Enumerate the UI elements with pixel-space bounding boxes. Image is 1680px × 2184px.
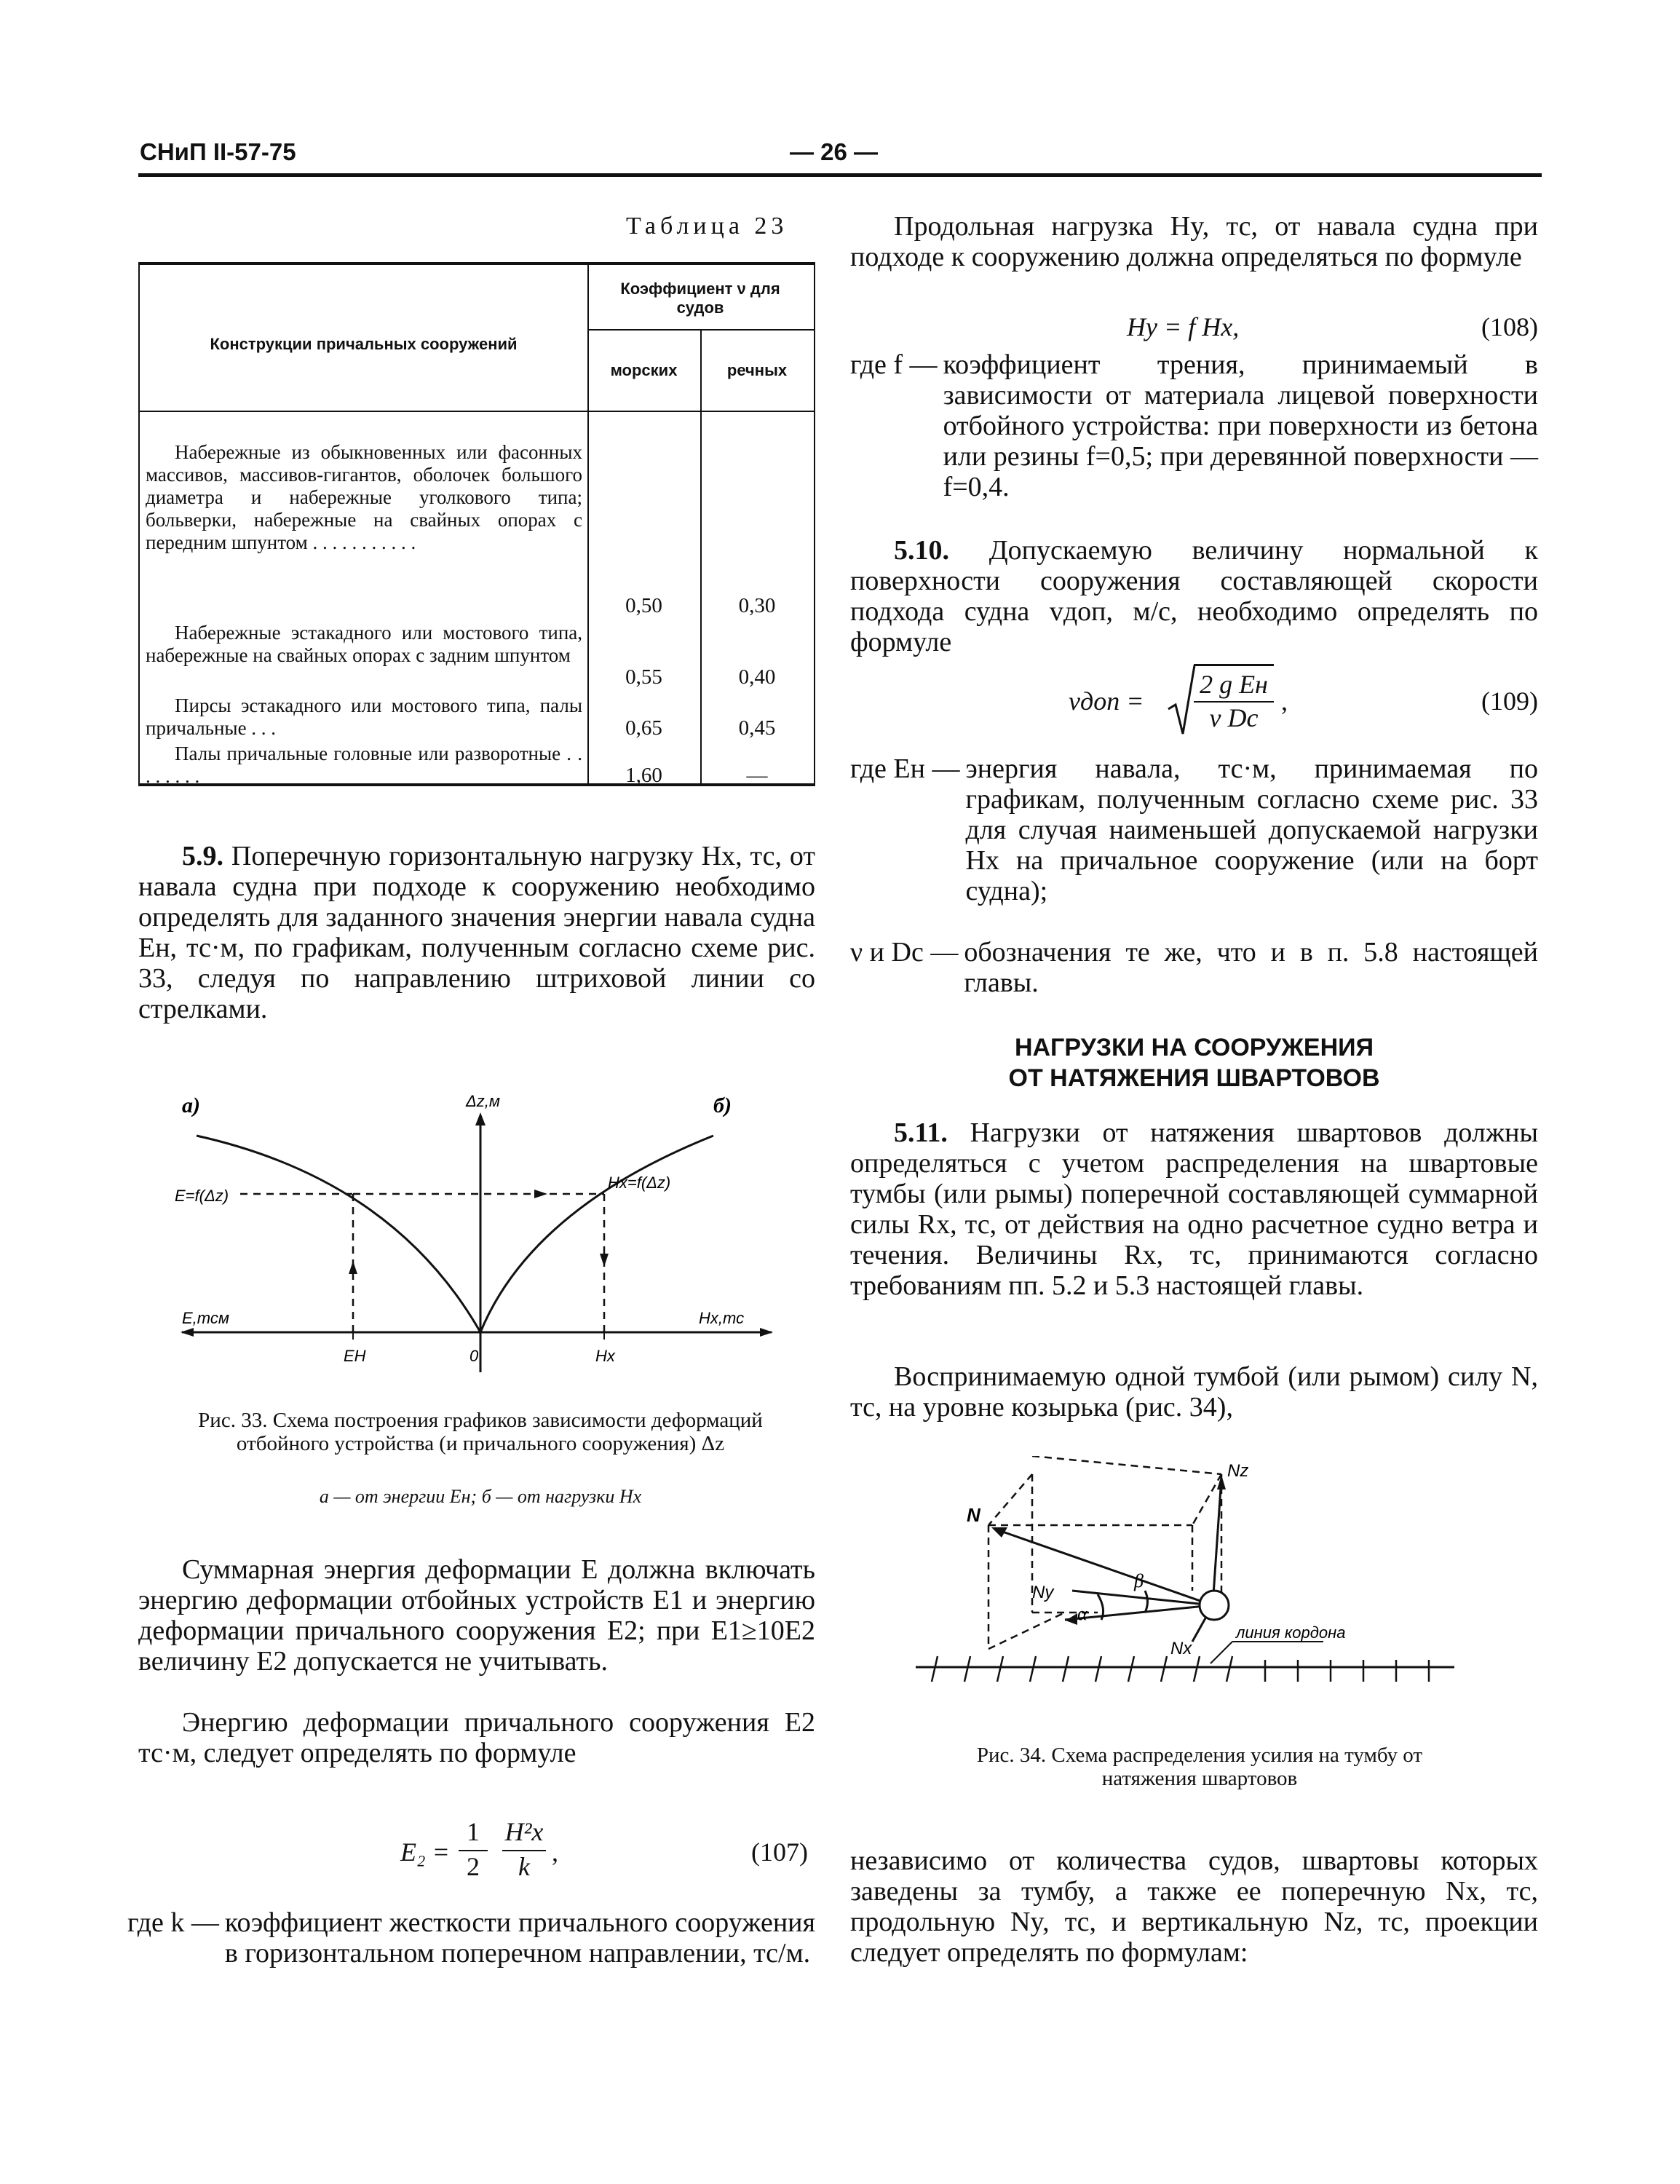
- where-f: [850, 349, 1538, 502]
- paragraph-projections: независимо от количества судов, швартовы которых заведены за тумбу, а также ее поперечную Nx, тс, продольную Ny, тс, и вертикальную Nz, тс, проекции следует определять по формулам:: [850, 1845, 1538, 1968]
- fig33-label-b: б): [713, 1093, 732, 1117]
- f107-tail: ,: [552, 1837, 558, 1867]
- where-f-text: коэффициент трения, принимаемый в зависимости от материала лицевой поверхности отбойного устройства: при поверхности из бетона или резины f=0,5; при деревянной поверхности — f=0,4.: [943, 349, 1538, 502]
- where-eh: [850, 753, 1538, 906]
- table-row-2-river: 0,40: [738, 665, 776, 689]
- paragraph-5-10-text: Допускаемую величину нормальной к поверхности сооружения составляющей скорости подхода судна vдоп, м/с, необходимо определять по формуле: [850, 535, 1538, 657]
- paragraph-tumb: Воспринимаемую одной тумбой (или рымом) силу N, тс, на уровне козырька (рис. 34),: [850, 1361, 1538, 1423]
- where-v: [850, 937, 1538, 998]
- where-k: [127, 1907, 815, 1969]
- fig33-axis-left: E,тсм: [182, 1309, 229, 1327]
- fig34-caption: Рис. 34. Схема распределения усилия на тумбу от натяжения швартовов: [976, 1744, 1423, 1790]
- paragraph-energy: Суммарная энергия деформации E должна включать энергию деформации отбойных устройств E1 и энергию деформации причального сооружения E2; при E1≥10E2 величину E2 допускается не учитывать.: [138, 1554, 815, 1677]
- section-heading-line-2: ОТ НАТЯЖЕНИЯ ШВАРТОВОВ: [1008, 1064, 1380, 1092]
- table-row-4-name: Палы причальные головные или разворотные . . . . . . . .: [146, 743, 582, 787]
- table-row-4-sea: 1,60: [625, 764, 662, 787]
- where-v-text: обозначения те же, что и в п. 5.8 настоящей главы.: [964, 937, 1538, 998]
- f109-num: 2 g Eн: [1200, 670, 1268, 699]
- table-row-2-name: Набережные эстакадного или мостового типа, набережные на свайных опорах с задним шпунтом: [146, 622, 582, 666]
- fig33-tick-eh: EH: [344, 1347, 366, 1365]
- paragraph-5-11-number: 5.11.: [894, 1117, 948, 1148]
- f109-tail: ,: [1281, 687, 1288, 716]
- page-number: — 26 —: [790, 138, 879, 165]
- table-row-1-sea: 0,50: [625, 594, 662, 617]
- f109-number: (109): [1481, 687, 1538, 716]
- table-row-3-river: 0,45: [738, 716, 776, 740]
- f108-number: (108): [1481, 312, 1538, 341]
- table-col-river: речных: [726, 361, 788, 379]
- f107-frac1-den: 2: [467, 1852, 480, 1881]
- paragraph-longitudinal: Продольная нагрузка Hy, тс, от навала судна при подходе к сооружению должна определяться по формуле: [850, 211, 1538, 272]
- fig34-label-beta: β: [1134, 1570, 1144, 1591]
- paragraph-5-9-text: Поперечную горизонтальную нагрузку Hx, тс, от навала судна при подходе к сооружению необходимо определять для заданного значения энергии навала судна Eн, тс·м, по графикам, полученным согласно схеме рис. 33, следуя по направлению штриховой линии со стрелками.: [138, 841, 815, 1024]
- fig34-label-ny: Ny: [1032, 1583, 1054, 1602]
- paragraph-5-9: [138, 841, 815, 1024]
- paragraph-5-11: [850, 1117, 1538, 1301]
- doc-code: СНиП II-57-75: [140, 138, 296, 165]
- where-f-label: где f —: [850, 349, 938, 380]
- fig33-tick-zero: 0: [469, 1347, 479, 1365]
- fig34-label-nx: Nx: [1170, 1639, 1192, 1658]
- f108-expr: Hy = f Hx,: [1127, 312, 1240, 341]
- figure-33: [175, 1092, 801, 1398]
- table-col-sea: морских: [610, 361, 678, 379]
- figure-34: [916, 1456, 1469, 1725]
- fig33-tick-hx: Hx: [595, 1347, 615, 1365]
- fig34-label-alpha: α: [1077, 1603, 1087, 1624]
- fig33-caption-sub: а — от энергии Eн; б — от нагрузки Hx: [319, 1486, 642, 1507]
- fig33-curve-left: E=f(Δz): [175, 1187, 229, 1205]
- fig33-axis-right: Hx,тс: [699, 1309, 745, 1327]
- table-label: Таблица 23: [626, 213, 788, 240]
- paragraph-5-11-text: Нагрузки от натяжения швартовов должны определяться с учетом распределения на швартовые тумбы (или рымы) поперечной составляющей суммарной силы Rx, тс, от действия на одно расчетное судно ветра и течения. Величины Rx, тс, принимаются согласно требованиям пп. 5.2 и 5.3 настоящей главы.: [850, 1117, 1538, 1301]
- where-eh-text: энергия навала, тс·м, принимаемая по графикам, полученным согласно схеме рис. 33 для случая наименьшей допускаемой нагрузки Hx на причальное сооружение (или на борт судна);: [965, 753, 1538, 906]
- paragraph-energy-2: Энергию деформации причального сооружения E2 тс·м, следует определять по формуле: [138, 1707, 815, 1768]
- formula-109: [1069, 664, 1538, 744]
- table-row-4-river: —: [746, 764, 768, 787]
- table-row-1-name: Набережные из обыкновенных или фасонных массивов, массивов-гигантов, оболочек большого диаметра и набережные уголкового типа; больверки, набережные на свайных опорах с передним шпунтом . . . . . . . . . . .: [146, 441, 582, 553]
- fig34-label-line: линия кордона: [1236, 1623, 1346, 1642]
- paragraph-5-10-number: 5.10.: [894, 535, 949, 566]
- formula-108: [1127, 312, 1538, 342]
- f107-frac1-num: 1: [467, 1817, 480, 1846]
- table-row-2-sea: 0,55: [625, 665, 662, 689]
- f109-den: ν Dc: [1209, 703, 1259, 732]
- table-row-3-sea: 0,65: [625, 716, 662, 740]
- fig33-label-a: а): [182, 1093, 200, 1117]
- fig33-caption: Рис. 33. Схема построения графиков зависимости деформаций отбойного устройства (и причального сооружения) Δz: [198, 1409, 763, 1455]
- table-col-coef: Коэффициент ν для судов: [620, 280, 780, 317]
- fig33-axis-top: Δz,м: [466, 1092, 500, 1110]
- where-k-text: коэффициент жесткости причального сооружения в горизонтальном поперечном направлении, тс/м.: [224, 1907, 815, 1969]
- formula-107: [400, 1816, 815, 1896]
- table-23: [138, 262, 815, 786]
- fig33-curve-right: Hx=f(Δz): [608, 1174, 671, 1192]
- where-eh-label: где Eн —: [850, 753, 960, 784]
- where-k-label: где k —: [127, 1907, 219, 1938]
- section-heading-line-1: НАГРУЗКИ НА СООРУЖЕНИЯ: [1014, 1034, 1374, 1061]
- f109-lhs: vдоп =: [1069, 687, 1144, 716]
- f107-frac2-num: H²x: [504, 1817, 544, 1846]
- fig34-label-n: N: [967, 1504, 980, 1526]
- f107-number: (107): [751, 1837, 808, 1867]
- f107-frac2-den: k: [518, 1852, 530, 1881]
- table-row-3-name: Пирсы эстакадного или мостового типа, палы причальные . . .: [146, 695, 582, 739]
- table-col-construction: Конструкции причальных сооружений: [210, 335, 518, 353]
- paragraph-5-9-number: 5.9.: [182, 841, 223, 871]
- fig34-label-nz: Nz: [1227, 1461, 1249, 1481]
- table-row-1-river: 0,30: [738, 594, 776, 617]
- f107-lhs: E₂ =: [400, 1837, 450, 1867]
- header-rule: [138, 173, 1542, 177]
- where-v-label: ν и Dc —: [850, 937, 959, 968]
- paragraph-5-10: [850, 535, 1538, 657]
